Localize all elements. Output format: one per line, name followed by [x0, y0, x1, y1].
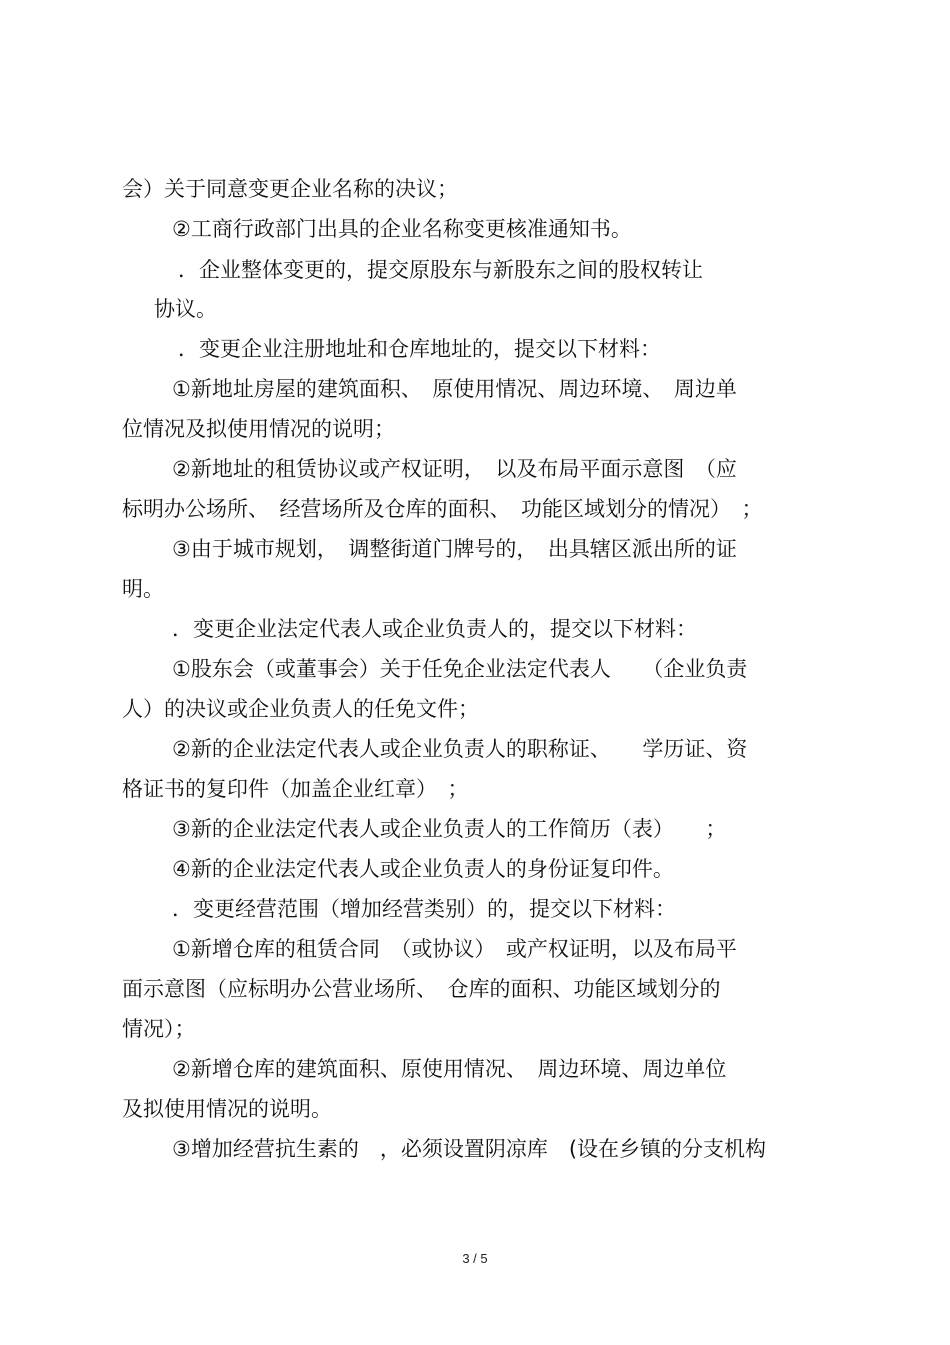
text-line: 明。	[122, 577, 164, 601]
text-line: ②新的企业法定代表人或企业负责人的职称证、 学历证、资	[172, 737, 748, 761]
text-line: 会）关于同意变更企业名称的决议；	[122, 177, 458, 201]
text-line: 位情况及拟使用情况的说明；	[122, 417, 395, 441]
text-line: ②工商行政部门出具的企业名称变更核准通知书。	[172, 217, 632, 241]
text-line: ．变更企业法定代表人或企业负责人的，提交以下材料：	[172, 617, 697, 641]
text-line: 格证书的复印件（加盖企业红章） ；	[122, 777, 469, 801]
text-line: ①股东会（或董事会）关于任免企业法定代表人 （企业负责	[172, 657, 748, 681]
text-line: 人）的决议或企业负责人的任免文件；	[122, 697, 479, 721]
text-line: 标明办公场所、 经营场所及仓库的面积、 功能区域划分的情况） ；	[122, 497, 763, 521]
text-line: ．企业整体变更的，提交原股东与新股东之间的股权转让	[178, 258, 703, 282]
text-line: ③增加经营抗生素的 ，必须设置阴凉库 (设在乡镇的分支机构	[172, 1137, 767, 1161]
text-line: 面示意图（应标明办公营业场所、 仓库的面积、功能区域划分的	[122, 977, 721, 1001]
text-line: ③由于城市规划， 调整街道门牌号的， 出具辖区派出所的证	[172, 537, 737, 561]
text-line: ④新的企业法定代表人或企业负责人的身份证复印件。	[172, 857, 674, 881]
text-line: 及拟使用情况的说明。	[122, 1097, 332, 1121]
text-line: ②新地址的租赁协议或产权证明， 以及布局平面示意图 （应	[172, 457, 737, 481]
text-line: ③新的企业法定代表人或企业负责人的工作简历（表） ；	[172, 817, 727, 841]
text-line: ①新增仓库的租赁合同 （或协议） 或产权证明，以及布局平	[172, 937, 737, 961]
text-line: ．变更经营范围（增加经营类别）的，提交以下材料：	[172, 897, 676, 921]
page-number: 3 / 5	[462, 1251, 488, 1266]
text-line: ②新增仓库的建筑面积、原使用情况、 周边环境、周边单位	[172, 1057, 727, 1081]
text-line: 情况）；	[122, 1017, 196, 1041]
text-line: ①新地址房屋的建筑面积、 原使用情况、周边环境、 周边单	[172, 377, 737, 401]
text-line: 协议。	[154, 297, 217, 321]
text-line: ．变更企业注册地址和仓库地址的，提交以下材料：	[178, 337, 661, 361]
